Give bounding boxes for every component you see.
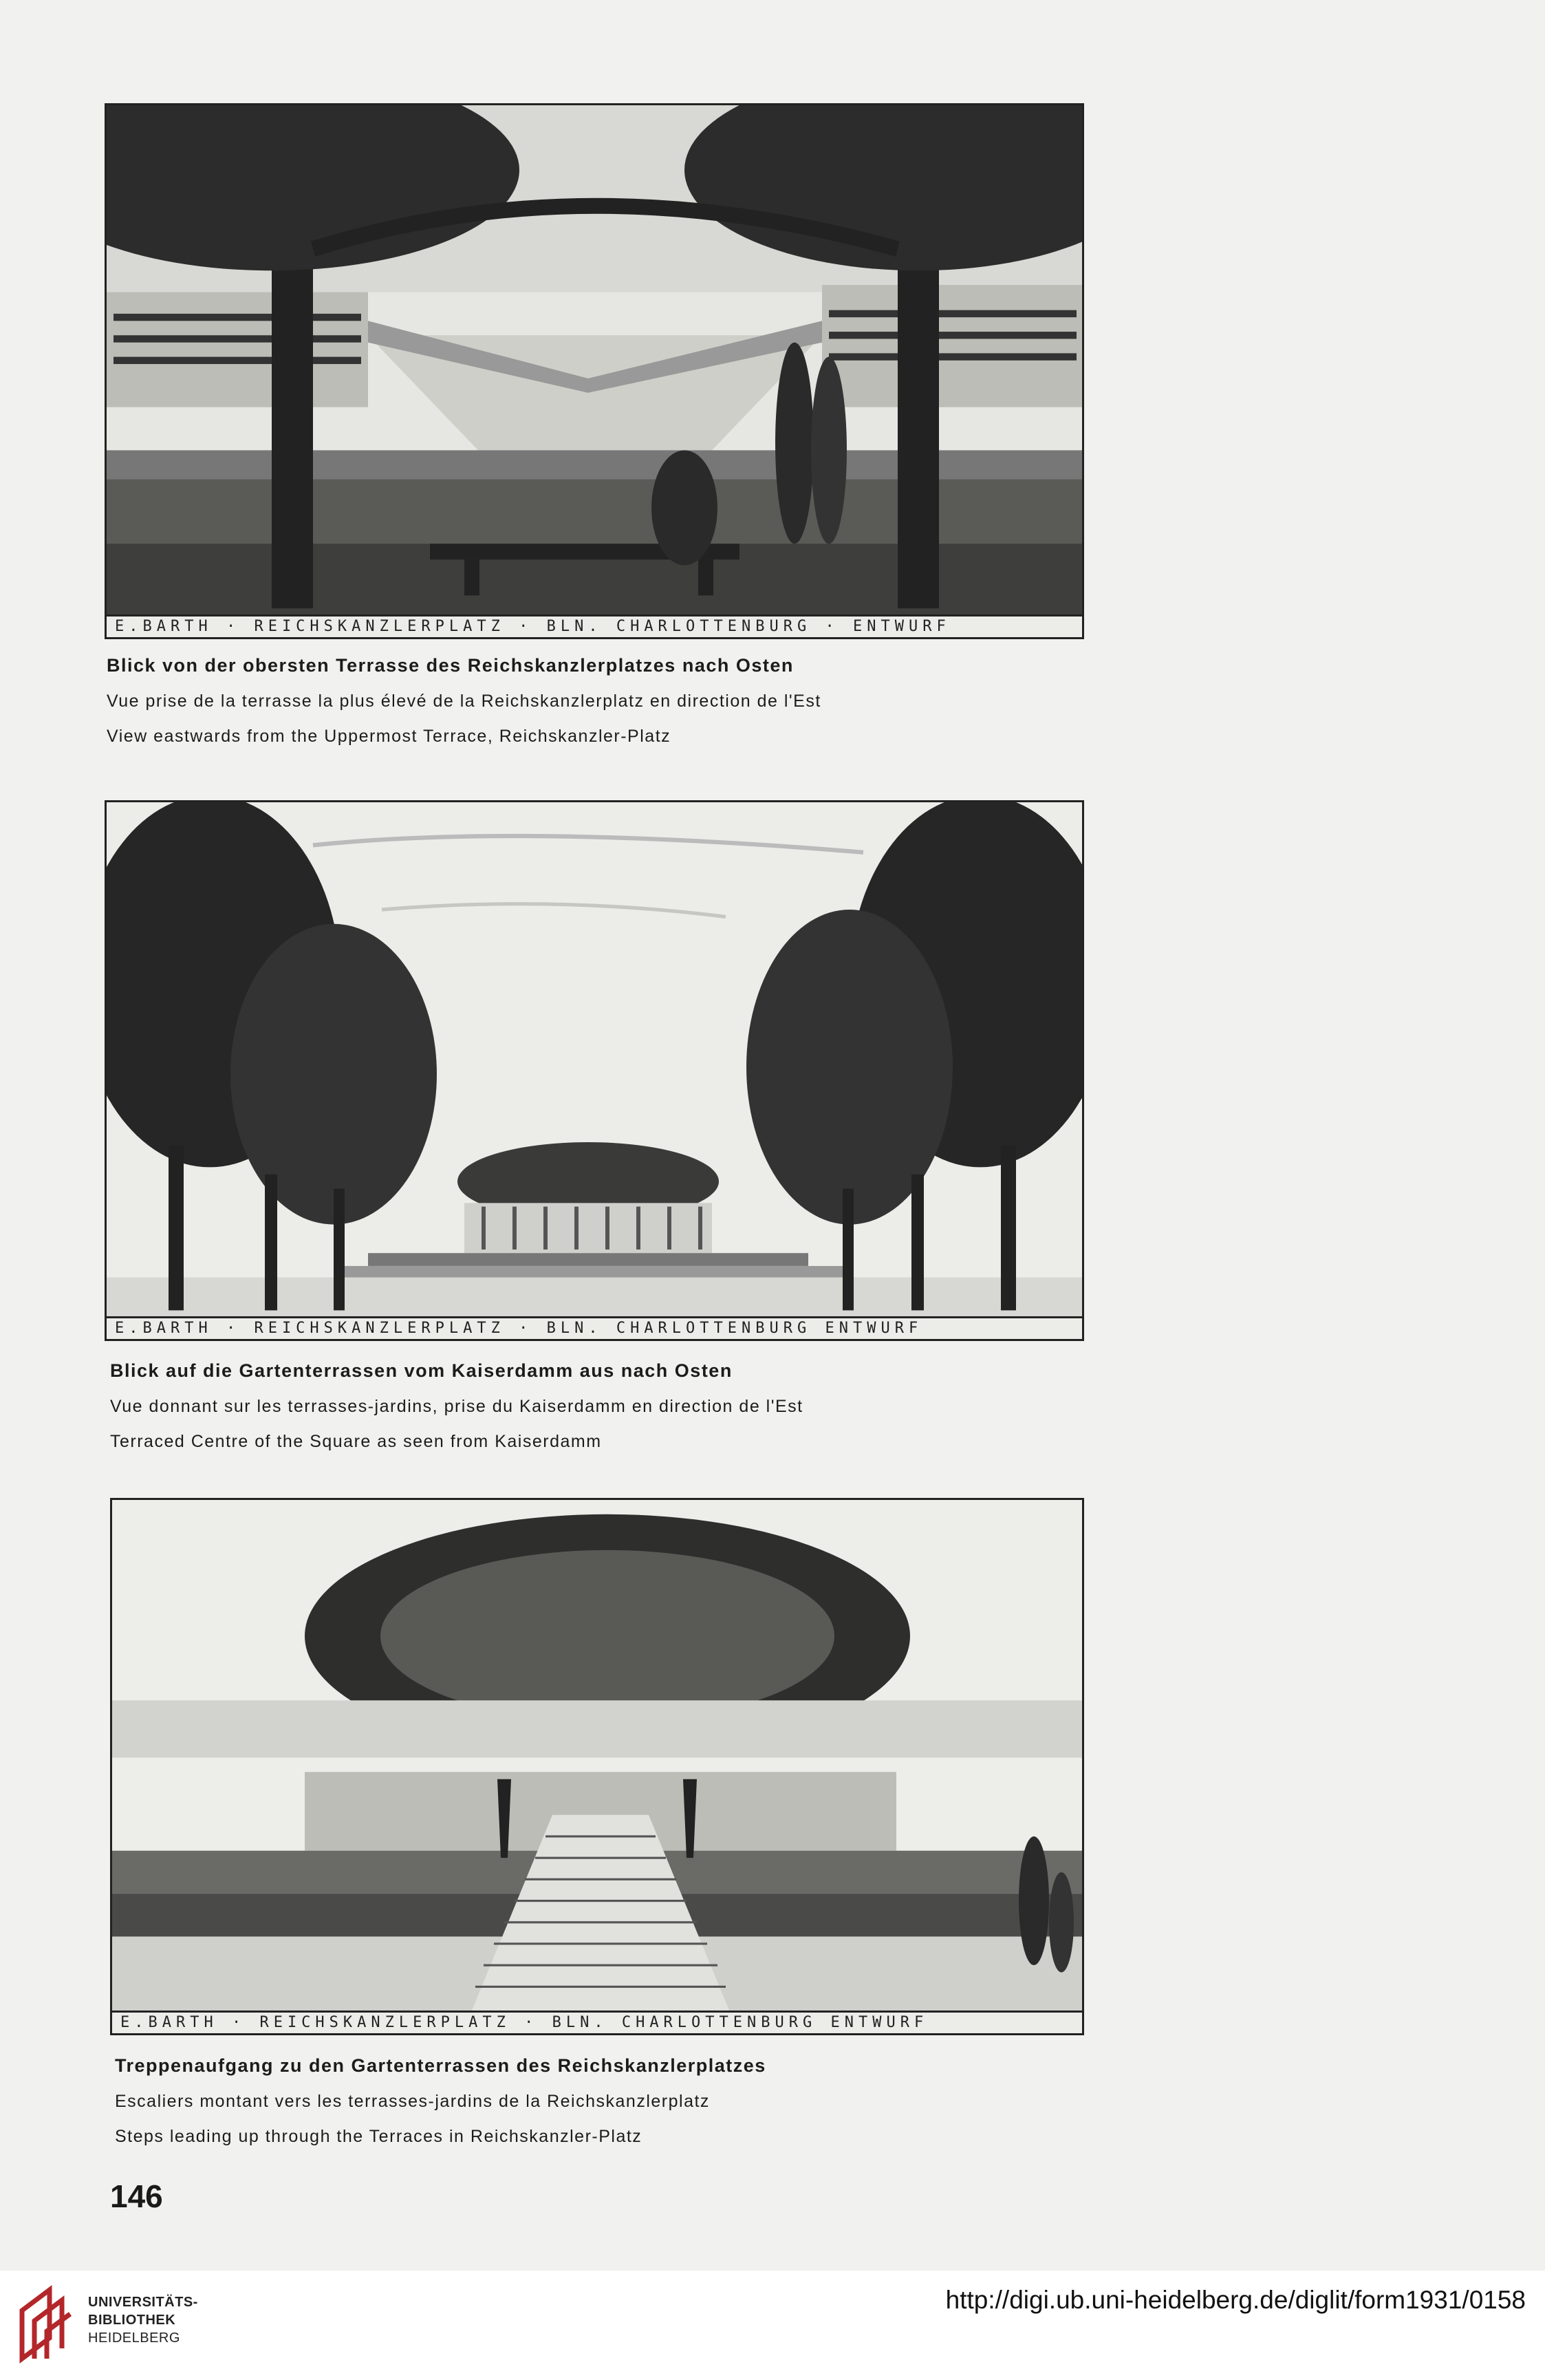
illustration-terrace-view-east [105, 103, 1084, 639]
page-number: 146 [110, 2178, 163, 2214]
caption-english: View eastwards from the Uppermost Terrace, Reichskanzler-Platz [107, 727, 671, 746]
caption-french: Vue donnant sur les terrasses-jardins, prise du Kaiserdamm en direction de l'Est [110, 1397, 803, 1416]
caption-english: Terraced Centre of the Square as seen from Kaiserdamm [110, 1432, 602, 1451]
plate-signature: E.BARTH · REICHSKANZLERPLATZ · BLN. CHARLOTTENBURG ENTWURF [107, 1316, 1082, 1339]
illustration-stairs-to-garden-terraces [110, 1498, 1084, 2035]
library-logo-icon [15, 2283, 74, 2366]
caption-german: Blick auf die Gartenterrassen vom Kaiserdamm aus nach Osten [110, 1360, 733, 1381]
drawing-avenue-with-trees [107, 105, 1082, 637]
library-name-line1: UNIVERSITÄTS- [88, 2295, 198, 2310]
caption-block-1 [107, 655, 821, 762]
caption-english: Steps leading up through the Terraces in Reichskanzler-Platz [115, 2127, 642, 2146]
drawing-garden-terraces [107, 802, 1082, 1339]
caption-french: Escaliers montant vers les terrasses-jardins de la Reichskanzlerplatz [115, 2092, 710, 2111]
drawing-stair-ascent [112, 1500, 1082, 2033]
plate-signature: E.BARTH · REICHSKANZLERPLATZ · BLN. CHARLOTTENBURG ENTWURF [112, 2011, 1082, 2033]
caption-block-2 [110, 1360, 803, 1467]
caption-block-3 [115, 2055, 766, 2162]
caption-german: Treppenaufgang zu den Gartenterrassen des Reichskanzlerplatzes [115, 2055, 766, 2076]
library-name-line3: HEIDELBERG [88, 2330, 180, 2346]
caption-french: Vue prise de la terrasse la plus élevé de la Reichskanzlerplatz en direction de l'Est [107, 692, 821, 711]
source-url-link[interactable]: http://digi.ub.uni-heidelberg.de/diglit/form1931/0158 [945, 2286, 1526, 2314]
library-name-line2: BIBLIOTHEK [88, 2313, 176, 2328]
plate-signature: E.BARTH · REICHSKANZLERPLATZ · BLN. CHARLOTTENBURG · ENTWURF [107, 614, 1082, 637]
illustration-garden-terraces-from-kaiserdamm [105, 800, 1084, 1341]
library-name [88, 2293, 198, 2347]
caption-german: Blick von der obersten Terrasse des Reichskanzlerplatzes nach Osten [107, 655, 794, 676]
